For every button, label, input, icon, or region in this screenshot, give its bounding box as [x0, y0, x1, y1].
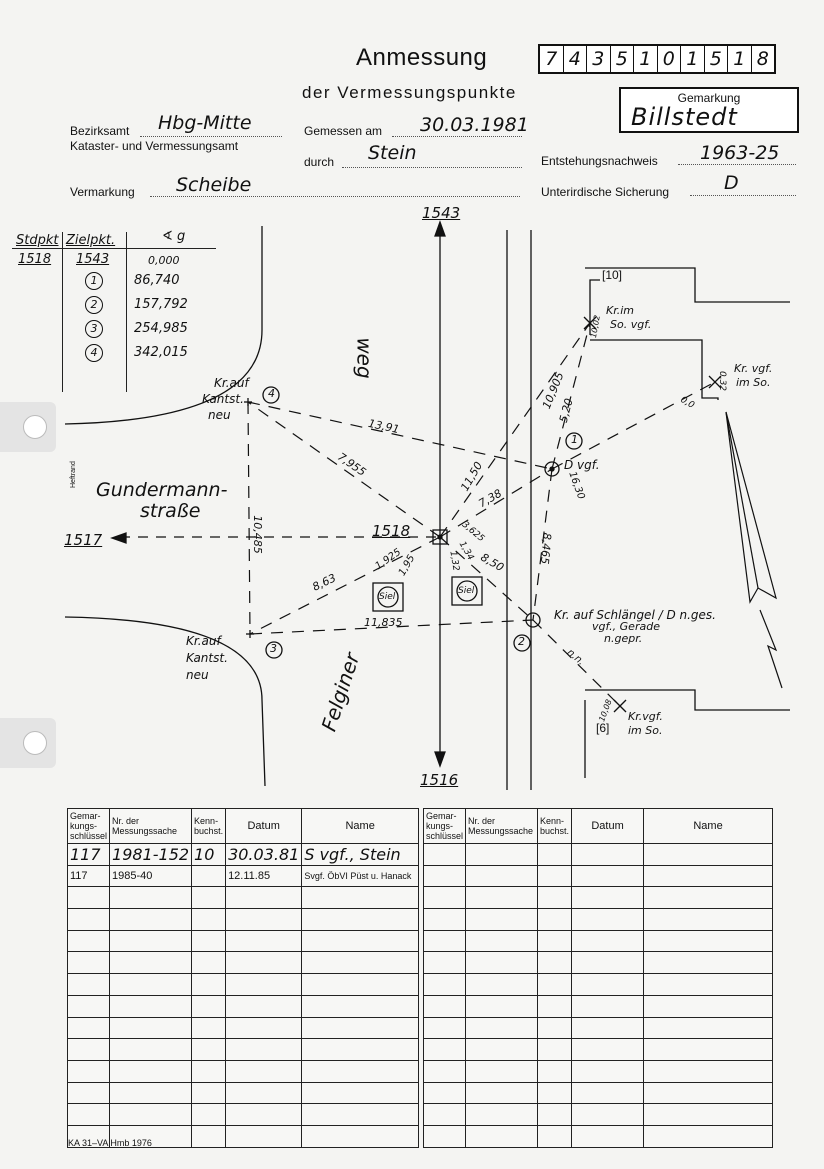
pt3-text-1: Kr.auf — [186, 634, 221, 648]
label-1543: 1543 — [422, 204, 461, 222]
empty-cell — [466, 930, 538, 952]
dist-10-08: 10,08 — [597, 698, 614, 723]
table-row — [68, 1039, 419, 1061]
form-footer: KA 31–VA Hmb 1976 — [68, 1138, 152, 1148]
circle-num-4: 4 — [268, 387, 275, 400]
empty-cell — [192, 1104, 226, 1126]
vermarkung-label: Vermarkung — [70, 185, 135, 199]
siel-label-1: Siel — [379, 592, 396, 602]
col-nr: Nr. der Messungssache — [110, 809, 192, 844]
empty-cell — [538, 995, 572, 1017]
empty-cell — [68, 887, 110, 909]
dist-0-0: 0,0 — [678, 395, 696, 411]
empty-cell — [424, 1125, 466, 1147]
col-gemarkung: Gemar-kungs-schlüssel — [424, 809, 466, 844]
zielpkt-header: Zielpkt. — [66, 233, 116, 248]
pt2-text-3: n.gepr. — [604, 632, 643, 645]
bezirksamt-label: Bezirksamt — [70, 124, 130, 138]
cell-kb — [192, 865, 226, 887]
pt3-text-2: Kantst. — [186, 651, 228, 665]
target-number: 2 — [85, 296, 103, 314]
empty-cell — [424, 1082, 466, 1104]
dist-1-34: 1,34 — [456, 539, 476, 563]
circle-num-3: 3 — [270, 642, 277, 655]
empty-cell — [302, 1017, 419, 1039]
table-row — [424, 1104, 773, 1126]
empty-cell — [68, 930, 110, 952]
empty-cell — [572, 1125, 644, 1147]
table-row — [424, 1039, 773, 1061]
table-row — [68, 887, 419, 909]
empty-cell — [538, 1039, 572, 1061]
table-row — [68, 844, 419, 866]
point-number-digit: 1 — [680, 46, 704, 72]
building-6-label: [6] — [596, 721, 610, 735]
gemessen-label: Gemessen am — [304, 124, 383, 138]
empty-cell — [110, 1017, 192, 1039]
point-number-digit: 3 — [586, 46, 610, 72]
target-number: 1 — [85, 272, 103, 290]
empty-cell — [302, 952, 419, 974]
empty-cell — [192, 909, 226, 931]
dist-7-38: 7,38 — [476, 486, 505, 511]
empty-cell — [226, 1060, 302, 1082]
pt4-text-3: neu — [208, 408, 231, 422]
empty-cell — [68, 995, 110, 1017]
pt4-text-1: Kr.auf — [214, 376, 249, 390]
empty-cell — [644, 974, 773, 996]
empty-cell — [424, 865, 466, 887]
col-datum: Datum — [226, 809, 302, 844]
empty-cell — [572, 952, 644, 974]
empty-cell — [302, 1082, 419, 1104]
durch-label: durch — [304, 155, 335, 169]
curb-sw — [65, 617, 265, 786]
cell-name: S vgf., Stein — [302, 844, 419, 866]
entstehung-label: Entstehungsnachweis — [541, 154, 658, 168]
col-datum: Datum — [572, 809, 644, 844]
empty-cell — [110, 974, 192, 996]
empty-cell — [644, 865, 773, 887]
dist-1-95: 1,95 — [396, 553, 418, 578]
dist-n-n: n.n. — [564, 647, 587, 668]
empty-cell — [644, 844, 773, 866]
table-row — [424, 995, 773, 1017]
kr1-text-2: So. vgf. — [610, 318, 652, 331]
label-1517: 1517 — [64, 531, 103, 549]
empty-cell — [110, 1104, 192, 1126]
pt3-text-3: neu — [186, 668, 209, 682]
dist-8-63: 8,63 — [310, 571, 339, 594]
empty-cell — [110, 1060, 192, 1082]
circle-num-1: 1 — [571, 433, 578, 446]
empty-cell — [466, 1082, 538, 1104]
street-gundermann-1: Gundermann- — [96, 479, 228, 501]
empty-cell — [302, 1060, 419, 1082]
point-number-digit: 5 — [610, 46, 634, 72]
dist-0-32: 0,32 — [717, 370, 728, 392]
col-gemarkung: Gemar-kungs-schlüssel — [68, 809, 110, 844]
target-number: 4 — [85, 344, 103, 362]
street-weg: weg — [352, 337, 377, 379]
sicherung-value: D — [724, 172, 739, 194]
empty-cell — [302, 1104, 419, 1126]
empty-cell — [68, 909, 110, 931]
empty-cell — [110, 930, 192, 952]
empty-cell — [192, 930, 226, 952]
empty-cell — [466, 1104, 538, 1126]
kr3-text-2: im So. — [628, 724, 663, 737]
cell-nr: 1981-152 — [110, 844, 192, 866]
empty-cell — [572, 844, 644, 866]
target-number: 3 — [85, 320, 103, 338]
empty-cell — [192, 1039, 226, 1061]
empty-cell — [192, 1017, 226, 1039]
empty-cell — [226, 1039, 302, 1061]
table-row — [424, 952, 773, 974]
heftrand-label: Heftrand — [70, 461, 77, 488]
empty-cell — [68, 1060, 110, 1082]
empty-cell — [192, 1082, 226, 1104]
table-row — [424, 844, 773, 866]
dist-7-955: 7,955 — [335, 450, 369, 479]
empty-cell — [538, 974, 572, 996]
empty-cell — [538, 930, 572, 952]
angle-value: 86,740 — [134, 273, 180, 288]
empty-cell — [302, 974, 419, 996]
sicherung-label: Unterirdische Sicherung — [541, 185, 670, 199]
table-row — [68, 865, 419, 887]
empty-cell — [110, 995, 192, 1017]
empty-cell — [68, 1039, 110, 1061]
dist-1-32: 1,32 — [447, 550, 461, 572]
cell-nr: 1985-40 — [110, 865, 192, 887]
gemarkung-value: Billstedt — [631, 103, 738, 131]
empty-cell — [644, 1060, 773, 1082]
building-se — [585, 690, 790, 710]
point-number-digit: 0 — [657, 46, 681, 72]
durch-value: Stein — [368, 142, 417, 164]
empty-cell — [302, 1039, 419, 1061]
kr1-text-1: Kr.im — [606, 304, 634, 317]
table-row — [68, 1082, 419, 1104]
empty-cell — [572, 1017, 644, 1039]
empty-cell — [424, 952, 466, 974]
empty-cell — [424, 974, 466, 996]
table-row — [424, 865, 773, 887]
empty-cell — [538, 1082, 572, 1104]
empty-cell — [644, 1125, 773, 1147]
point-number-digit: 5 — [704, 46, 728, 72]
empty-cell — [424, 930, 466, 952]
north-arrow — [726, 412, 782, 688]
empty-cell — [572, 930, 644, 952]
empty-cell — [192, 995, 226, 1017]
dist-1-925: 1,925 — [373, 546, 404, 573]
empty-cell — [424, 1039, 466, 1061]
point-number-digit: 7 — [545, 48, 558, 70]
dist-5-20: 5,20 — [556, 396, 576, 425]
empty-cell — [466, 974, 538, 996]
cell-key: 117 — [68, 844, 110, 866]
empty-cell — [538, 844, 572, 866]
empty-cell — [466, 887, 538, 909]
col-name: Name — [644, 809, 773, 844]
arrow-down — [435, 752, 445, 766]
table-row — [68, 974, 419, 996]
empty-cell — [572, 1039, 644, 1061]
dist-10-905: 10,905 — [540, 370, 567, 411]
arrow-west — [112, 533, 126, 543]
empty-cell — [226, 1017, 302, 1039]
arrow-up — [435, 222, 445, 236]
empty-cell — [538, 1104, 572, 1126]
empty-cell — [68, 1082, 110, 1104]
empty-cell — [424, 1060, 466, 1082]
empty-cell — [644, 909, 773, 931]
empty-cell — [466, 1039, 538, 1061]
empty-cell — [110, 1039, 192, 1061]
empty-cell — [466, 909, 538, 931]
empty-cell — [302, 909, 419, 931]
point-number-digit: 1 — [633, 46, 657, 72]
empty-cell — [68, 1017, 110, 1039]
empty-cell — [68, 952, 110, 974]
empty-cell — [226, 909, 302, 931]
table-row — [424, 1082, 773, 1104]
empty-cell — [302, 995, 419, 1017]
empty-cell — [302, 930, 419, 952]
empty-cell — [644, 887, 773, 909]
bezirksamt-value: Hbg-Mitte — [158, 112, 252, 134]
table-row — [68, 952, 419, 974]
empty-cell — [644, 1039, 773, 1061]
empty-cell — [466, 1060, 538, 1082]
empty-cell — [538, 952, 572, 974]
table-row — [424, 909, 773, 931]
table-row — [68, 909, 419, 931]
point-number-digit: 8 — [751, 46, 775, 72]
table-row — [424, 1017, 773, 1039]
empty-cell — [226, 952, 302, 974]
empty-cell — [644, 1082, 773, 1104]
empty-cell — [644, 1104, 773, 1126]
siel-label-2: Siel — [458, 586, 475, 596]
empty-cell — [110, 952, 192, 974]
stdpkt-header: Stdpkt — [16, 233, 59, 248]
vermarkung-value: Scheibe — [176, 174, 252, 196]
empty-cell — [226, 974, 302, 996]
empty-cell — [226, 1104, 302, 1126]
kataster-label: Kataster- und Vermessungsamt — [70, 139, 239, 153]
kr2-text-1: Kr. vgf. — [734, 362, 773, 375]
dist-8-465: 8,465 — [537, 532, 554, 565]
empty-cell — [192, 952, 226, 974]
form-title: Anmessung — [356, 44, 488, 71]
empty-cell — [226, 887, 302, 909]
pt1-text: D vgf. — [564, 458, 600, 472]
empty-cell — [110, 887, 192, 909]
street-gundermann-2: straße — [140, 500, 201, 522]
empty-cell — [68, 1104, 110, 1126]
records-table-right — [423, 808, 773, 1148]
empty-cell — [644, 995, 773, 1017]
dist-10-485: 10,485 — [250, 515, 264, 554]
empty-cell — [572, 1104, 644, 1126]
col-nr: Nr. der Messungssache — [466, 809, 538, 844]
cell-datum: 12.11.85 — [226, 865, 302, 887]
empty-cell — [466, 995, 538, 1017]
table-row — [424, 1125, 773, 1147]
empty-cell — [644, 930, 773, 952]
empty-cell — [192, 887, 226, 909]
table-row — [424, 887, 773, 909]
records-table-left — [67, 808, 419, 1148]
empty-cell — [538, 865, 572, 887]
kr2-text-2: im So. — [736, 376, 771, 389]
label-1516: 1516 — [420, 771, 459, 789]
col-name: Name — [302, 809, 419, 844]
empty-cell — [572, 995, 644, 1017]
empty-cell — [538, 1060, 572, 1082]
angle-header: ∢ g — [162, 229, 186, 244]
col-kenn: Kenn-buchst. — [192, 809, 226, 844]
empty-cell — [538, 1125, 572, 1147]
stdpkt-value: 1518 — [18, 252, 52, 267]
ziel-value: 1543 — [76, 252, 110, 267]
empty-cell — [302, 887, 419, 909]
empty-cell — [192, 1125, 226, 1147]
table-row — [68, 930, 419, 952]
point-number-digit: 1 — [727, 46, 751, 72]
empty-cell — [644, 952, 773, 974]
dist-16-30: 16,30 — [566, 470, 587, 501]
table-row — [68, 1104, 419, 1126]
table-row — [424, 974, 773, 996]
table-row — [68, 995, 419, 1017]
empty-cell — [424, 887, 466, 909]
empty-cell — [538, 909, 572, 931]
angle-value: 254,985 — [134, 321, 188, 336]
empty-cell — [226, 995, 302, 1017]
kr3-text-1: Kr.vgf. — [628, 710, 663, 723]
empty-cell — [538, 887, 572, 909]
table-row — [424, 1060, 773, 1082]
empty-cell — [424, 995, 466, 1017]
street-felginer: Felginer — [316, 649, 365, 735]
entstehung-value: 1963-25 — [700, 142, 780, 164]
dist-13-91: 13,91 — [366, 416, 401, 437]
empty-cell — [226, 1082, 302, 1104]
empty-cell — [226, 930, 302, 952]
empty-cell — [572, 909, 644, 931]
empty-cell — [466, 844, 538, 866]
form-subtitle: der Vermessungspunkte — [302, 83, 517, 102]
empty-cell — [110, 909, 192, 931]
empty-cell — [226, 1125, 302, 1147]
dist-11-835: 11,835 — [364, 616, 403, 629]
table-row — [68, 1060, 419, 1082]
label-1518: 1518 — [372, 522, 411, 540]
angle-value: 342,015 — [134, 345, 188, 360]
table-row — [424, 930, 773, 952]
col-kenn: Kenn-buchst. — [538, 809, 572, 844]
cell-datum: 30.03.81 — [226, 844, 302, 866]
empty-cell — [192, 1060, 226, 1082]
angle-zero: 0,000 — [148, 254, 180, 267]
cell-kb: 10 — [192, 844, 226, 866]
angle-value: 157,792 — [134, 297, 188, 312]
empty-cell — [572, 887, 644, 909]
cell-key: 117 — [68, 865, 110, 887]
gemarkung-label: Gemarkung — [677, 91, 741, 105]
pt2-text-1: Kr. auf Schlängel / D n.ges. — [554, 608, 716, 622]
empty-cell — [572, 1082, 644, 1104]
empty-cell — [424, 1104, 466, 1126]
table-row — [68, 1017, 419, 1039]
empty-cell — [424, 909, 466, 931]
point-number-digit: 4 — [563, 46, 587, 72]
empty-cell — [644, 1017, 773, 1039]
empty-cell — [572, 1060, 644, 1082]
empty-cell — [538, 1017, 572, 1039]
dist-3-625: 3,625 — [459, 519, 486, 545]
empty-cell — [572, 974, 644, 996]
empty-cell — [572, 865, 644, 887]
dist-11-50: 11,50 — [458, 459, 486, 494]
empty-cell — [466, 952, 538, 974]
empty-cell — [68, 974, 110, 996]
dist-10-02: 10,02 — [589, 314, 602, 339]
cell-name: Svgf. ÖbVI Püst u. Hanack — [302, 865, 419, 887]
empty-cell — [466, 865, 538, 887]
empty-cell — [466, 1125, 538, 1147]
gemessen-value: 30.03.1981 — [420, 114, 529, 136]
empty-cell — [192, 974, 226, 996]
dist-8-50: 8,50 — [478, 550, 507, 575]
empty-cell — [110, 1082, 192, 1104]
empty-cell — [466, 1017, 538, 1039]
pt2-text-2: vgf., Gerade — [592, 620, 660, 633]
building-10-label: [10] — [602, 268, 623, 282]
circle-num-2: 2 — [518, 635, 525, 648]
empty-cell — [424, 844, 466, 866]
pt4-text-2: Kantst. — [202, 392, 244, 406]
empty-cell — [302, 1125, 419, 1147]
empty-cell — [424, 1017, 466, 1039]
